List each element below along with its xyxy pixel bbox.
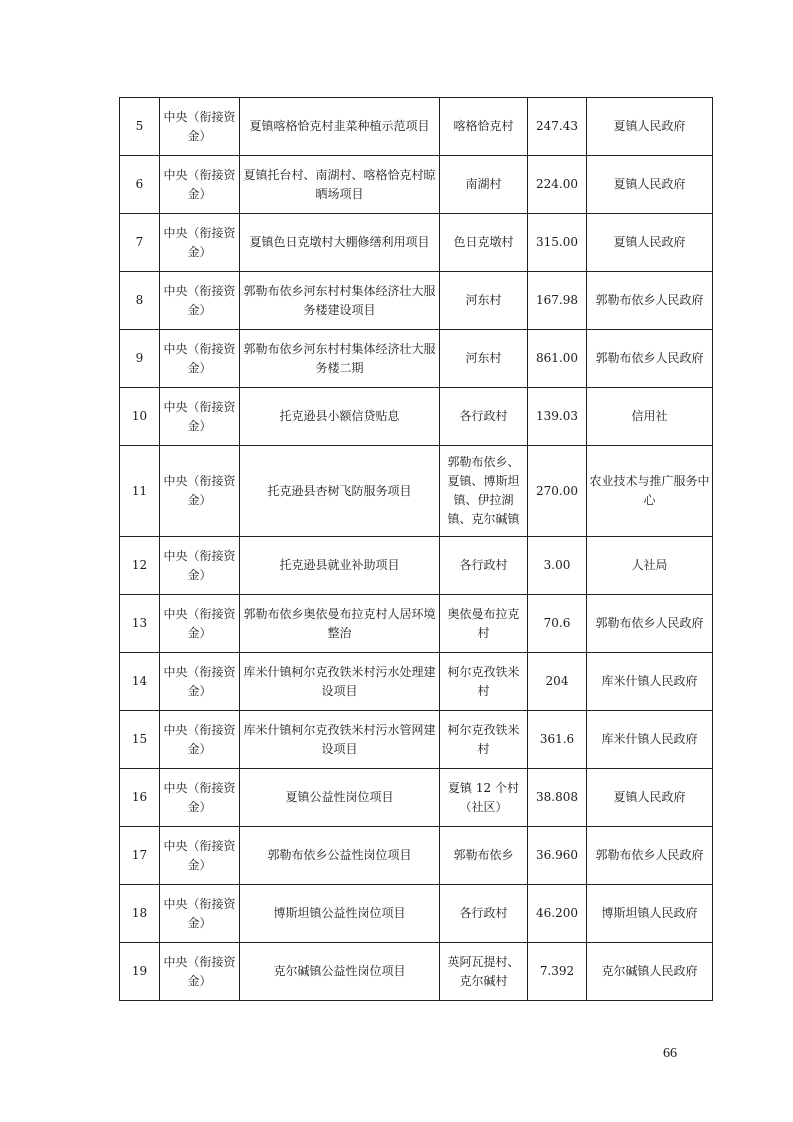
project-location: 色日克墩村 [440,214,528,272]
project-name: 博斯坦镇公益性岗位项目 [240,885,440,943]
fund-amount: 36.960 [528,827,587,885]
fund-amount: 247.43 [528,98,587,156]
project-location: 喀格恰克村 [440,98,528,156]
table-row [120,885,713,943]
table-row [120,388,713,446]
project-location: 郭勒布依乡 [440,827,528,885]
project-name: 克尔碱镇公益性岗位项目 [240,943,440,1001]
fund-source: 中央（衔接资金） [160,98,240,156]
project-location: 郭勒布依乡、夏镇、博斯坦镇、伊拉湖镇、克尔碱镇 [440,446,528,537]
responsible-unit: 克尔碱镇人民政府 [587,943,713,1001]
table-row [120,446,713,537]
fund-source: 中央（衔接资金） [160,537,240,595]
responsible-unit: 博斯坦镇人民政府 [587,885,713,943]
responsible-unit: 郭勒布依乡人民政府 [587,595,713,653]
row-number: 18 [120,885,160,943]
fund-amount: 270.00 [528,446,587,537]
row-number: 8 [120,272,160,330]
fund-amount: 38.808 [528,769,587,827]
project-table [119,97,713,1001]
project-location: 南湖村 [440,156,528,214]
responsible-unit: 农业技术与推广服务中心 [587,446,713,537]
project-location: 各行政村 [440,537,528,595]
project-location: 河东村 [440,330,528,388]
table-row [120,769,713,827]
table-row [120,653,713,711]
fund-source: 中央（衔接资金） [160,272,240,330]
fund-source: 中央（衔接资金） [160,388,240,446]
project-location: 夏镇 12 个村（社区） [440,769,528,827]
fund-amount: 361.6 [528,711,587,769]
row-number: 10 [120,388,160,446]
responsible-unit: 夏镇人民政府 [587,98,713,156]
row-number: 19 [120,943,160,1001]
responsible-unit: 夏镇人民政府 [587,214,713,272]
table-row [120,214,713,272]
fund-amount: 204 [528,653,587,711]
project-name: 夏镇色日克墩村大棚修缮利用项目 [240,214,440,272]
fund-source: 中央（衔接资金） [160,827,240,885]
fund-amount: 167.98 [528,272,587,330]
project-location: 各行政村 [440,388,528,446]
project-name: 郭勒布依乡公益性岗位项目 [240,827,440,885]
fund-amount: 46.200 [528,885,587,943]
table-row [120,537,713,595]
table-row [120,711,713,769]
project-name: 郭勒布依乡河东村村集体经济壮大服务楼建设项目 [240,272,440,330]
fund-source: 中央（衔接资金） [160,446,240,537]
project-location: 英阿瓦提村、克尔碱村 [440,943,528,1001]
row-number: 9 [120,330,160,388]
fund-source: 中央（衔接资金） [160,214,240,272]
fund-source: 中央（衔接资金） [160,885,240,943]
fund-amount: 861.00 [528,330,587,388]
fund-source: 中央（衔接资金） [160,156,240,214]
responsible-unit: 夏镇人民政府 [587,156,713,214]
row-number: 12 [120,537,160,595]
project-name: 托克逊县小额信贷贴息 [240,388,440,446]
row-number: 11 [120,446,160,537]
responsible-unit: 库米什镇人民政府 [587,711,713,769]
fund-source: 中央（衔接资金） [160,769,240,827]
table-row [120,98,713,156]
fund-source: 中央（衔接资金） [160,653,240,711]
project-name: 郭勒布依乡奥依曼布拉克村人居环境整治 [240,595,440,653]
responsible-unit: 库米什镇人民政府 [587,653,713,711]
project-name: 库米什镇柯尔克孜铁米村污水处理建设项目 [240,653,440,711]
fund-amount: 3.00 [528,537,587,595]
row-number: 15 [120,711,160,769]
fund-source: 中央（衔接资金） [160,595,240,653]
table-row [120,595,713,653]
project-location: 各行政村 [440,885,528,943]
table-row [120,943,713,1001]
project-name: 夏镇公益性岗位项目 [240,769,440,827]
responsible-unit: 郭勒布依乡人民政府 [587,272,713,330]
project-location: 柯尔克孜铁米村 [440,653,528,711]
fund-amount: 224.00 [528,156,587,214]
fund-source: 中央（衔接资金） [160,943,240,1001]
project-name: 郭勒布依乡河东村村集体经济壮大服务楼二期 [240,330,440,388]
fund-amount: 7.392 [528,943,587,1001]
responsible-unit: 郭勒布依乡人民政府 [587,330,713,388]
row-number: 16 [120,769,160,827]
project-name: 夏镇喀格恰克村韭菜种植示范项目 [240,98,440,156]
fund-source: 中央（衔接资金） [160,711,240,769]
project-location: 河东村 [440,272,528,330]
row-number: 6 [120,156,160,214]
row-number: 13 [120,595,160,653]
row-number: 14 [120,653,160,711]
project-location: 柯尔克孜铁米村 [440,711,528,769]
table-row [120,272,713,330]
table-row [120,330,713,388]
row-number: 17 [120,827,160,885]
row-number: 7 [120,214,160,272]
project-name: 库米什镇柯尔克孜铁米村污水管网建设项目 [240,711,440,769]
responsible-unit: 郭勒布依乡人民政府 [587,827,713,885]
fund-amount: 70.6 [528,595,587,653]
responsible-unit: 人社局 [587,537,713,595]
responsible-unit: 信用社 [587,388,713,446]
project-location: 奥依曼布拉克村 [440,595,528,653]
table-row [120,827,713,885]
fund-amount: 139.03 [528,388,587,446]
fund-source: 中央（衔接资金） [160,330,240,388]
row-number: 5 [120,98,160,156]
project-name: 托克逊县杏树飞防服务项目 [240,446,440,537]
project-name: 夏镇托台村、南湖村、喀格恰克村晾晒场项目 [240,156,440,214]
project-name: 托克逊县就业补助项目 [240,537,440,595]
fund-amount: 315.00 [528,214,587,272]
page-number: 66 [663,1046,677,1061]
table-row [120,156,713,214]
responsible-unit: 夏镇人民政府 [587,769,713,827]
